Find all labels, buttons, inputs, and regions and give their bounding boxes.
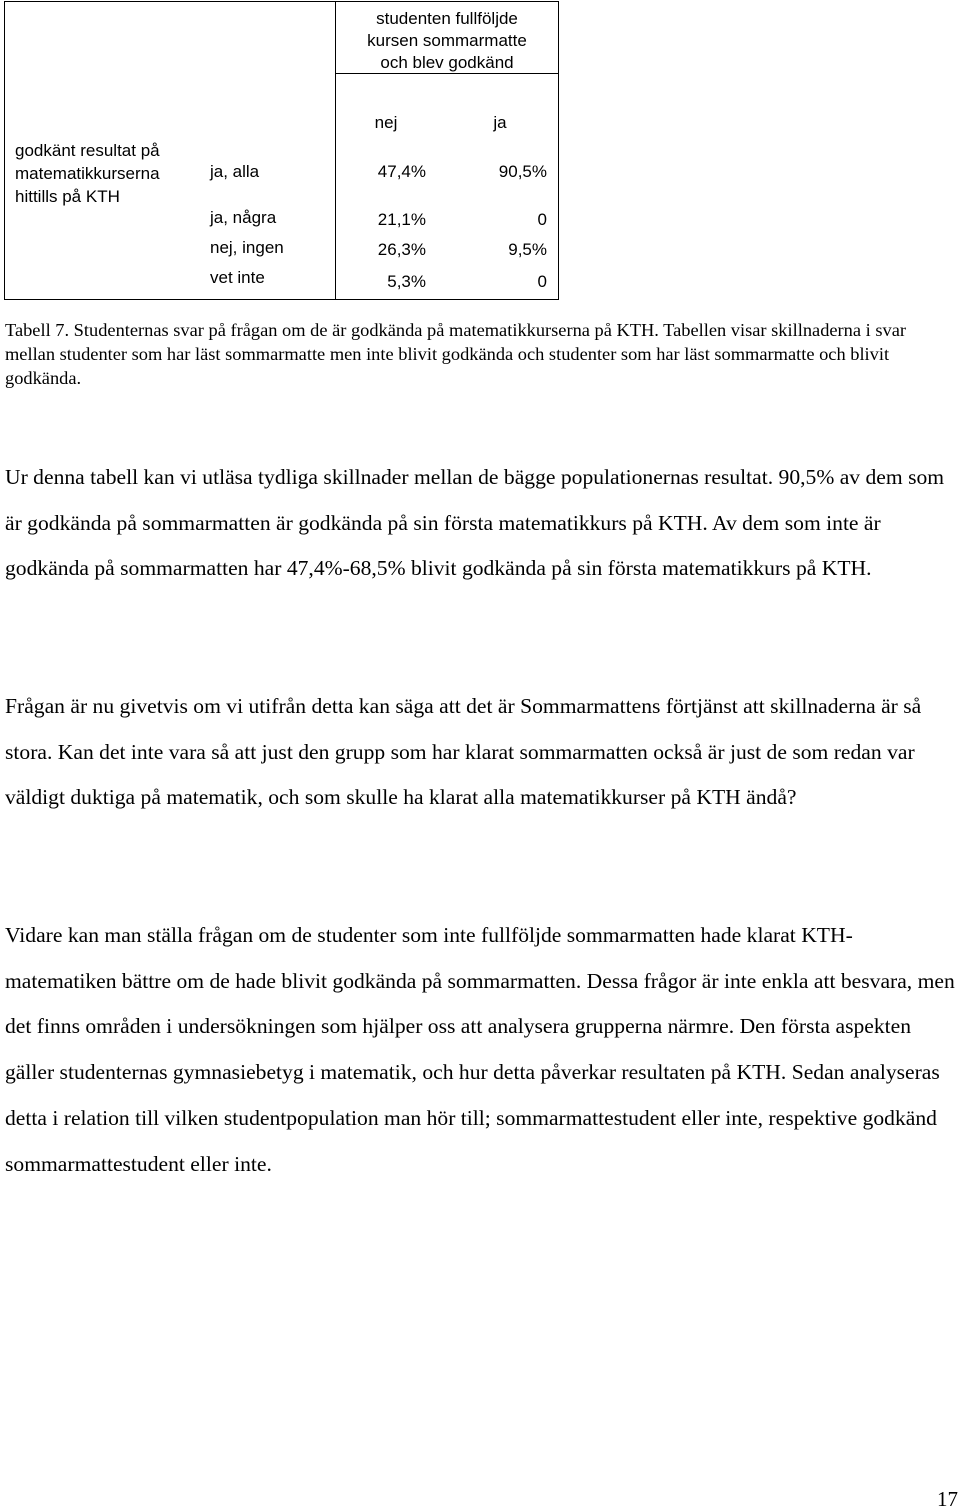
page-number: 17 <box>937 1487 958 1511</box>
column-header-line: och blev godkänd <box>380 53 514 72</box>
cell-value-ja: 0 <box>537 210 547 229</box>
cell-value-ja: 90,5% <box>498 162 547 181</box>
row-title-line: matematikkurserna <box>15 164 160 183</box>
cell-value-nej: 21,1% <box>377 210 426 229</box>
row-title-line: godkänt resultat på <box>15 141 160 160</box>
cell-value-nej: 26,3% <box>377 240 426 259</box>
column-header-line: studenten fullföljde <box>376 9 518 28</box>
subheader-nej: nej <box>374 113 398 132</box>
row-title-line: hittills på KTH <box>15 187 120 206</box>
body-paragraph: Vidare kan man ställa frågan om de studenter som inte fullföljde sommarmatten hade klarat KTH-matematiken bättre om de hade blivit godkända på sommarmatten. Dessa frågor är inte enkla att besvara, men det finns områden i undersökningen som hjälper oss att analysera grupperna närmre. Den första aspekten gäller studenternas gymnasiebetyg i matematik, och hur detta påverkar resultaten på KTH. Sedan analyseras detta i relation till vilken studentpopulation man hör till; sommarmattestudent eller inte, respektive godkänd sommarmattestudent eller inte. <box>5 923 955 1176</box>
body-paragraph: Ur denna tabell kan vi utläsa tydliga skillnader mellan de bägge populationernas resultat. 90,5% av dem som är godkända på sommarmatten är godkända på sin första matematikkurs på KTH. Av dem som inte är godkända på sommarmatten har 47,4%-68,5% blivit godkända på sin första matematikkurs på KTH. <box>5 465 945 581</box>
subheader-ja: ja <box>493 113 507 132</box>
column-header <box>335 8 559 74</box>
row-label: ja, alla <box>210 162 260 181</box>
cell-value-nej: 47,4% <box>377 162 426 181</box>
row-label: nej, ingen <box>210 238 284 257</box>
cell-value-ja: 0 <box>537 272 547 291</box>
table-caption: Tabell 7. Studenternas svar på frågan om de är godkända på matematikkurserna på KTH. Tabellen visar skillnaderna i svar mellan studenter som har läst sommarmatte men inte blivit godkända och studenter som har läst sommarmatte och blivit godkända. <box>5 320 906 388</box>
row-label: ja, några <box>210 208 277 227</box>
cell-value-ja: 9,5% <box>508 240 547 259</box>
cell-value-nej: 5,3% <box>387 272 426 291</box>
column-header-line: kursen sommarmatte <box>367 31 527 50</box>
crosstab-table <box>4 1 559 300</box>
row-label: vet inte <box>210 268 265 287</box>
row-title <box>15 139 160 208</box>
body-paragraph: Frågan är nu givetvis om vi utifrån detta kan säga att det är Sommarmattens förtjänst att skillnaderna är så stora. Kan det inte vara så att just den grupp som har klarat sommarmatten också är just de som redan var väldigt duktiga på matematik, och som skulle ha klarat alla matematikkurser på KTH ändå? <box>5 694 922 810</box>
